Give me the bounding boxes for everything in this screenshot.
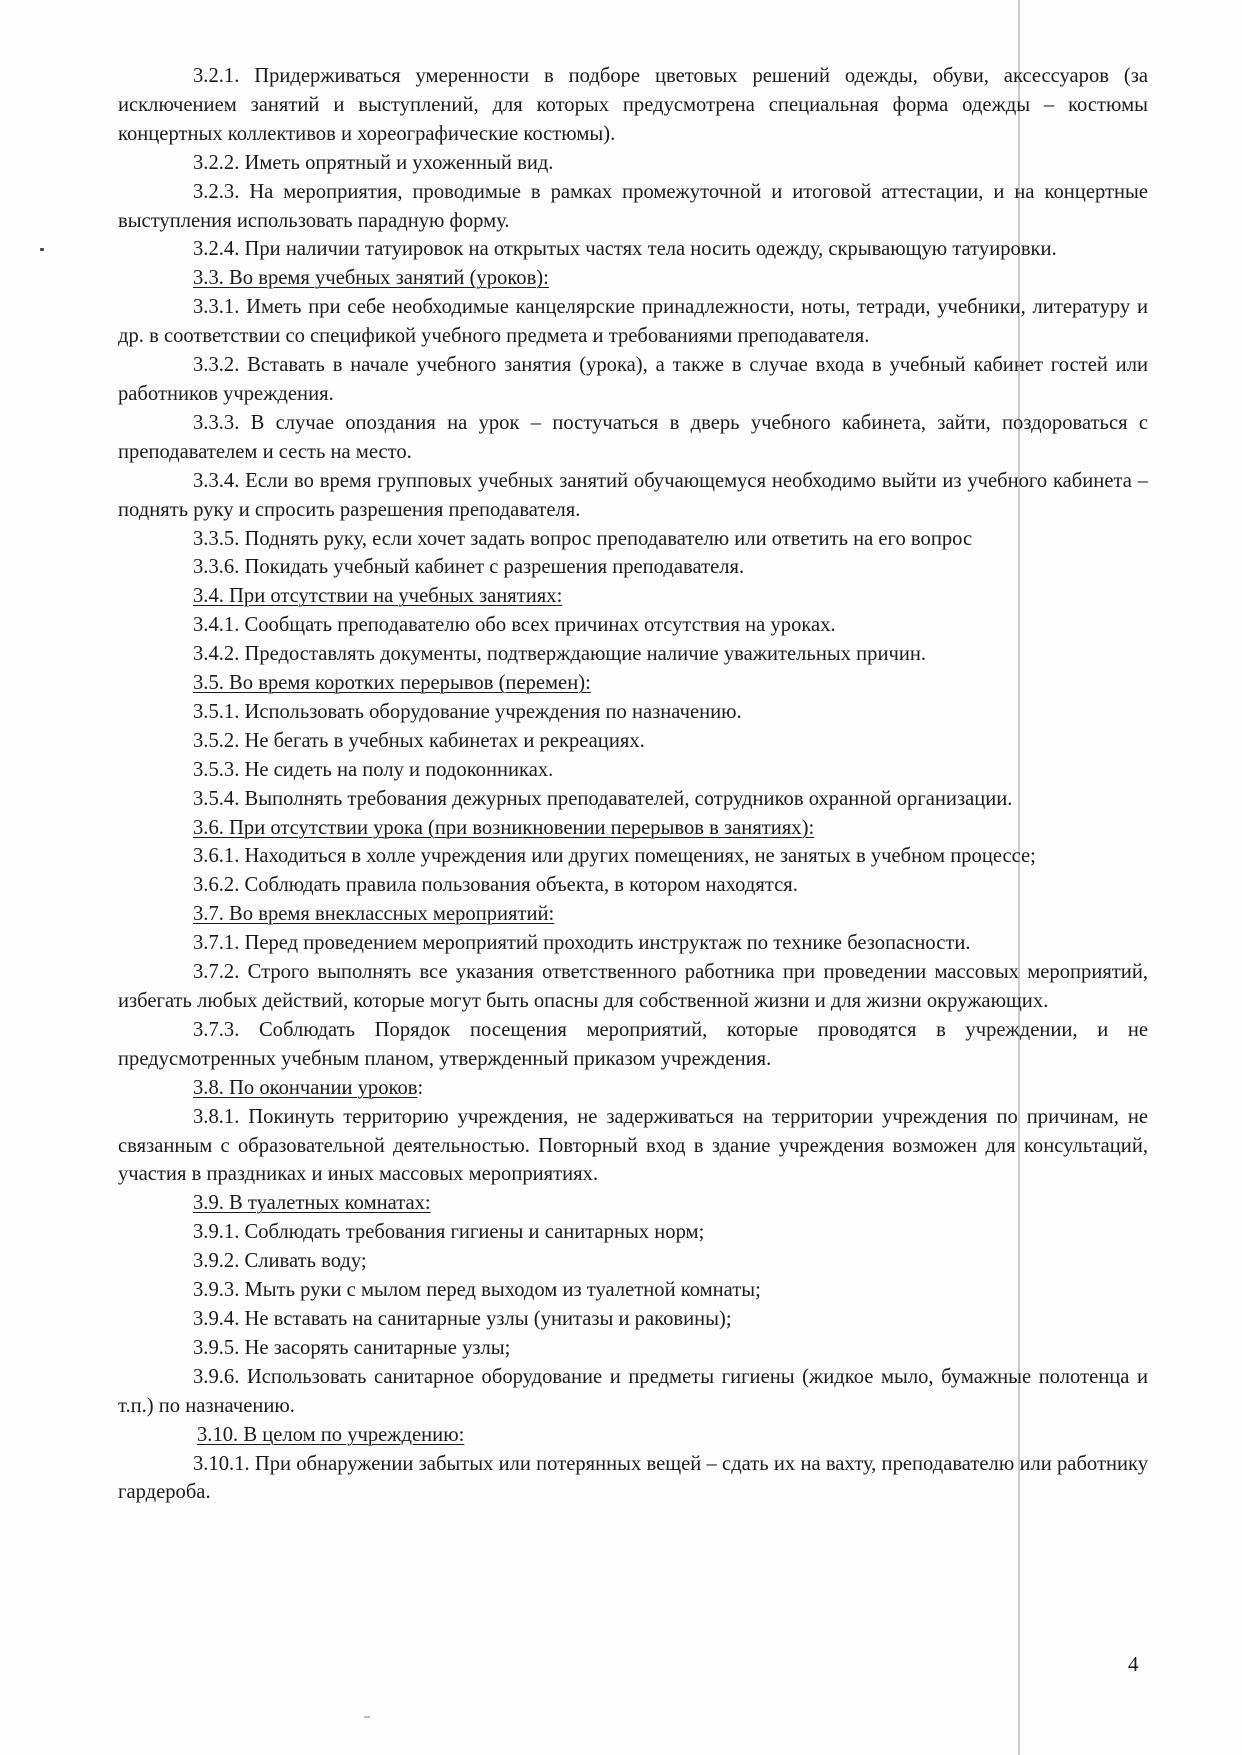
paragraph-3-4-2: 3.4.2. Предоставлять документы, подтверждающие наличие уважительных причин. [193,643,927,666]
paragraph-3-7-3: 3.7.3. Соблюдать Порядок посещения мероприятий, которые проводятся в учреждении, и не предусмотренных учебным планом, утвержденный приказом учреждения. [118,1018,1148,1070]
paragraph-3-2-1: 3.2.1. Придерживаться умеренности в подборе цветовых решений одежды, обуви, аксессуаров (за исключением занятий и выступлений, для которых предусмотрена специальная форма одежды – костюмы концертных коллективов и хореографические костюмы). [118,65,1148,145]
section-heading-3-7 [118,900,1148,929]
paragraph-3-9-4: 3.9.4. Не вставать на санитарные узлы (унитазы и раковины); [193,1307,732,1330]
paragraph-3-10-1: 3.10.1. При обнаружении забытых или потерянных вещей – сдать их на вахту, преподавателю или работнику гардероба. [118,1452,1148,1504]
section-heading-text: 3.3. Во время учебных занятий (уроков): [193,267,549,290]
paragraph-3-3-3: 3.3.3. В случае опоздания на урок – постучаться в дверь учебного кабинета, зайти, поздороваться с преподавателем и сесть на место. [118,411,1148,463]
paragraph-3-5-1: 3.5.1. Использовать оборудование учреждения по назначению. [193,700,742,723]
paragraph-3-3-5: 3.3.5. Поднять руку, если хочет задать вопрос преподавателю или ответить на его вопрос [193,527,973,550]
section-heading-text: 3.7. Во время внеклассных мероприятий: [193,903,555,926]
paragraph-3-5-2: 3.5.2. Не бегать в учебных кабинетах и рекреациях. [193,729,645,752]
scan-speck [364,1716,370,1718]
paragraph-3-9-3: 3.9.3. Мыть руки с мылом перед выходом из туалетной комнаты; [193,1279,761,1302]
section-heading-3-3 [118,264,1148,293]
paragraph-3-9-2: 3.9.2. Сливать воду; [193,1250,367,1273]
paragraph-3-7-2: 3.7.2. Строго выполнять все указания ответственного работника при проведении массовых мероприятий, избегать любых действий, которые могут быть опасны для собственной жизни и для жизни окружающих. [118,961,1148,1012]
document-body [118,62,1148,1507]
section-heading-text: 3.5. Во время коротких перерывов (перемен): [193,672,591,695]
paragraph-3-2-4: 3.2.4. При наличии татуировок на открытых частях тела носить одежду, скрывающую татуировки. [193,238,1057,261]
section-heading-text: 3.6. При отсутствии урока (при возникновении перерывов в занятиях): [193,816,815,839]
paragraph-3-3-1: 3.3.1. Иметь при себе необходимые канцелярские принадлежности, ноты, тетради, учебники, литературу и др. в соответствии со спецификой учебного предмета и требованиями преподавателя. [118,296,1148,348]
paragraph-3-9-5: 3.9.5. Не засорять санитарные узлы; [193,1336,511,1359]
paragraph-3-6-1: 3.6.1. Находиться в холле учреждения или других помещениях, не занятых в учебном процессе; [193,845,1036,868]
section-heading-3-10 [118,1421,1148,1450]
section-heading-text: 3.10. В целом по учреждению: [197,1423,465,1446]
section-heading-3-8 [118,1074,1148,1103]
section-heading-text: 3.9. В туалетных комнатах: [193,1192,431,1215]
paragraph-3-7-1: 3.7.1. Перед проведением мероприятий проходить инструктаж по технике безопасности. [193,932,971,955]
section-heading-3-9 [118,1189,1148,1218]
section-heading-3-5 [118,669,1148,698]
paragraph-3-3-4: 3.3.4. Если во время групповых учебных занятий обучающемуся необходимо выйти из учебного кабинета – поднять руку и спросить разрешения преподавателя. [118,469,1148,521]
paragraph-3-9-1: 3.9.1. Соблюдать требования гигиены и санитарных норм; [193,1221,705,1244]
paragraph-3-5-3: 3.5.3. Не сидеть на полу и подоконниках. [193,758,554,781]
scan-speck [40,248,44,251]
page-number: 4 [1128,1652,1139,1676]
paragraph-3-2-3: 3.2.3. На мероприятия, проводимые в рамках промежуточной и итоговой аттестации, и на концертные выступления использовать парадную форму. [118,180,1148,232]
paragraph-3-5-4: 3.5.4. Выполнять требования дежурных преподавателей, сотрудников охранной организации. [193,787,1013,810]
paragraph-3-9-6: 3.9.6. Использовать санитарное оборудование и предметы гигиены (жидкое мыло, бумажные полотенца и т.п.) по назначению. [118,1365,1148,1417]
section-heading-3-4 [118,582,1148,611]
paragraph-3-3-2: 3.3.2. Вставать в начале учебного занятия (урока), а также в случае входа в учебный кабинет гостей или работников учреждения. [118,354,1148,405]
section-heading-text: 3.8. По окончании уроков [193,1076,418,1099]
paragraph-3-2-2: 3.2.2. Иметь опрятный и ухоженный вид. [193,151,554,174]
section-heading-3-6 [118,814,1148,843]
paragraph-3-6-2: 3.6.2. Соблюдать правила пользования объекта, в котором находятся. [193,874,798,897]
paragraph-3-4-1: 3.4.1. Сообщать преподавателю обо всех причинах отсутствия на уроках. [193,614,836,637]
paragraph-3-3-6: 3.3.6. Покидать учебный кабинет с разрешения преподавателя. [193,556,745,579]
paragraph-3-8-1: 3.8.1. Покинуть территорию учреждения, не задерживаться на территории учреждения по причинам, не связанным с образовательной деятельностью. Повторный вход в здание учреждения возможен для консультаций, участия в праздниках и иных массовых мероприятиях. [118,1105,1148,1186]
section-heading-colon: : [417,1076,424,1099]
section-heading-text: 3.4. При отсутствии на учебных занятиях: [193,585,563,608]
